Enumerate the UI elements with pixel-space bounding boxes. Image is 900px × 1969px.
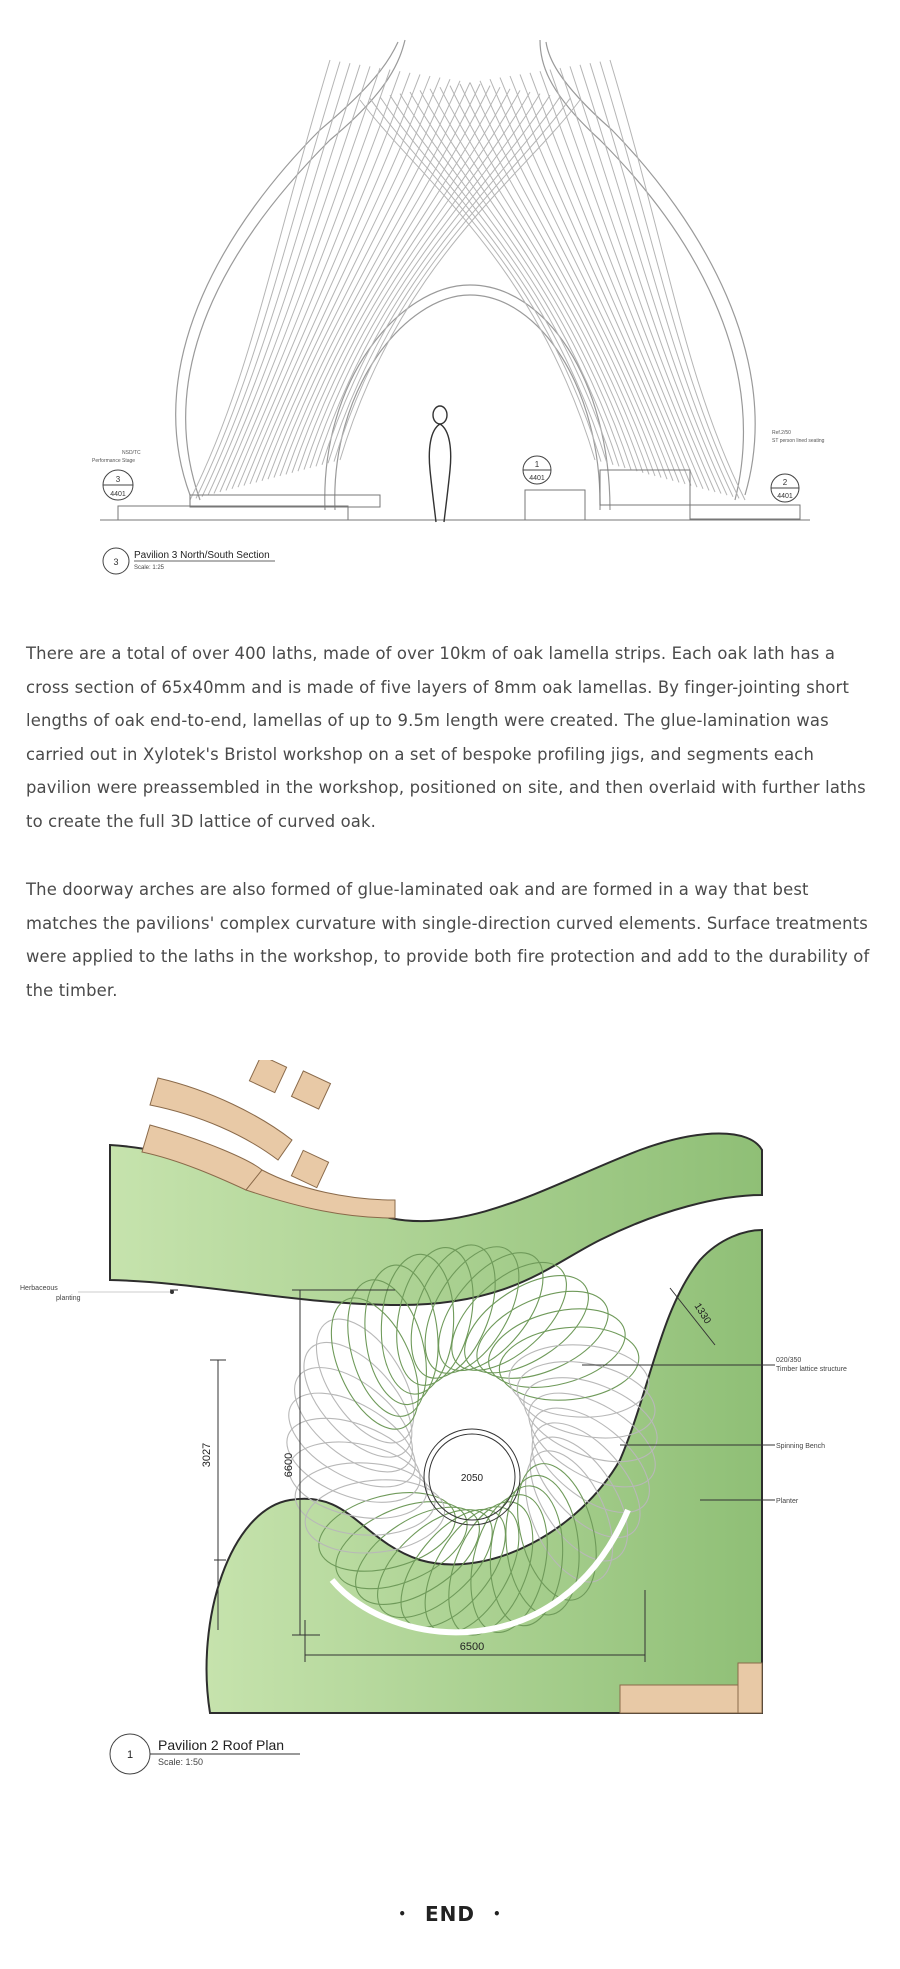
lath-line xyxy=(280,84,480,476)
label-herbaceous-2: planting xyxy=(56,1295,81,1302)
marker-3-num: 2 xyxy=(782,478,788,487)
section-scale: Scale: 1:25 xyxy=(134,565,165,571)
label-planter: Planter xyxy=(776,1498,799,1505)
plan-scale: Scale: 1:50 xyxy=(158,1757,204,1767)
lath-line xyxy=(220,68,380,492)
note-left-2: Performance Stage xyxy=(92,458,136,464)
end-dot-right: • xyxy=(493,1907,502,1921)
lath-line xyxy=(520,74,691,485)
lattice-lath xyxy=(273,1374,430,1506)
plan-drawing-svg xyxy=(0,1060,900,1800)
marker-1-num: 3 xyxy=(115,475,121,484)
lath-line xyxy=(286,86,490,475)
lath-line xyxy=(560,68,715,492)
label-spinning-bench: Spinning Bench xyxy=(776,1443,826,1450)
marker-2-sheet: 4401 xyxy=(529,475,545,482)
dim-bench-diameter: 2050 xyxy=(460,1473,484,1484)
lath-line xyxy=(380,97,607,463)
note-right-2: ST person lined seating xyxy=(772,438,825,444)
lath-line xyxy=(244,74,420,485)
note-right-1: Ref.2/50 xyxy=(772,430,791,436)
label-lattice-1: 020/350 xyxy=(776,1357,802,1364)
plan-drawing xyxy=(0,1060,900,1800)
section-drawing-svg xyxy=(0,0,900,600)
label-herbaceous-1: Herbaceous xyxy=(20,1285,58,1292)
lath-line xyxy=(550,70,709,491)
dim-height: 6600 xyxy=(283,1452,295,1478)
lath-line xyxy=(292,87,500,473)
lattice-lath-pattern xyxy=(190,60,745,500)
end-label: END xyxy=(424,1902,475,1926)
plan-title: Pavilion 2 Roof Plan xyxy=(158,1737,285,1753)
lath-line xyxy=(238,73,410,487)
lath-line xyxy=(304,90,520,469)
label-lattice-2: Timber lattice structure xyxy=(776,1366,847,1373)
lattice-lath xyxy=(480,1295,634,1401)
dim-width: 6500 xyxy=(459,1641,485,1653)
lattice-lath xyxy=(507,1341,651,1420)
lath-line xyxy=(460,84,655,476)
lattice-lath xyxy=(284,1324,431,1476)
lath-line xyxy=(340,100,580,460)
body-paragraph-1: There are a total of over 400 laths, made of over 10km of oak lamella strips. Each oak lath has a cross section of 65x40mm and is made of five layers of 8mm oak lamellas. By finger-jointing short lengths of oak end-to-end, lamellas of up to 9.5m length were created. The glue-lamination was carried out in Xylotek's Bristol workshop on a set of bespoke profiling jigs, and segments each pavilion were preassembled in the workshop, positioned on site, and then overlaid with further laths to create the full 3D lattice of curved oak. xyxy=(26,644,866,831)
end-dot-left: • xyxy=(398,1907,407,1921)
marker-3-sheet: 4401 xyxy=(777,493,793,500)
end-marker xyxy=(0,1902,900,1926)
section-drawing xyxy=(0,0,900,600)
plan-ref-number: 1 xyxy=(126,1749,134,1761)
human-figure-icon xyxy=(429,406,450,522)
lath-line xyxy=(390,95,613,465)
dim-diagonal: 1330 xyxy=(691,1301,713,1327)
lath-line xyxy=(410,92,625,468)
lath-line xyxy=(610,60,745,500)
lath-line xyxy=(530,73,697,487)
herbaceous-leader-dot xyxy=(170,1290,174,1294)
note-left-1: NSD/TC xyxy=(122,450,141,456)
section-title: Pavilion 3 North/South Section xyxy=(134,550,270,561)
body-paragraph-2: The doorway arches are also formed of glue-laminated oak and are formed in a way that best matches the pavilions' complex curvature with single-direction curved elements. Surface treatments were applied to the laths in the workshop, to provide both fire protection and add to the durability of the timber. xyxy=(26,880,870,1000)
marker-1-sheet: 4401 xyxy=(110,491,126,498)
lath-line xyxy=(250,76,430,484)
section-ref-number: 3 xyxy=(113,557,119,567)
lath-line xyxy=(450,86,649,475)
marker-2-num: 1 xyxy=(534,460,540,469)
dim-gap: 3027 xyxy=(201,1442,213,1468)
